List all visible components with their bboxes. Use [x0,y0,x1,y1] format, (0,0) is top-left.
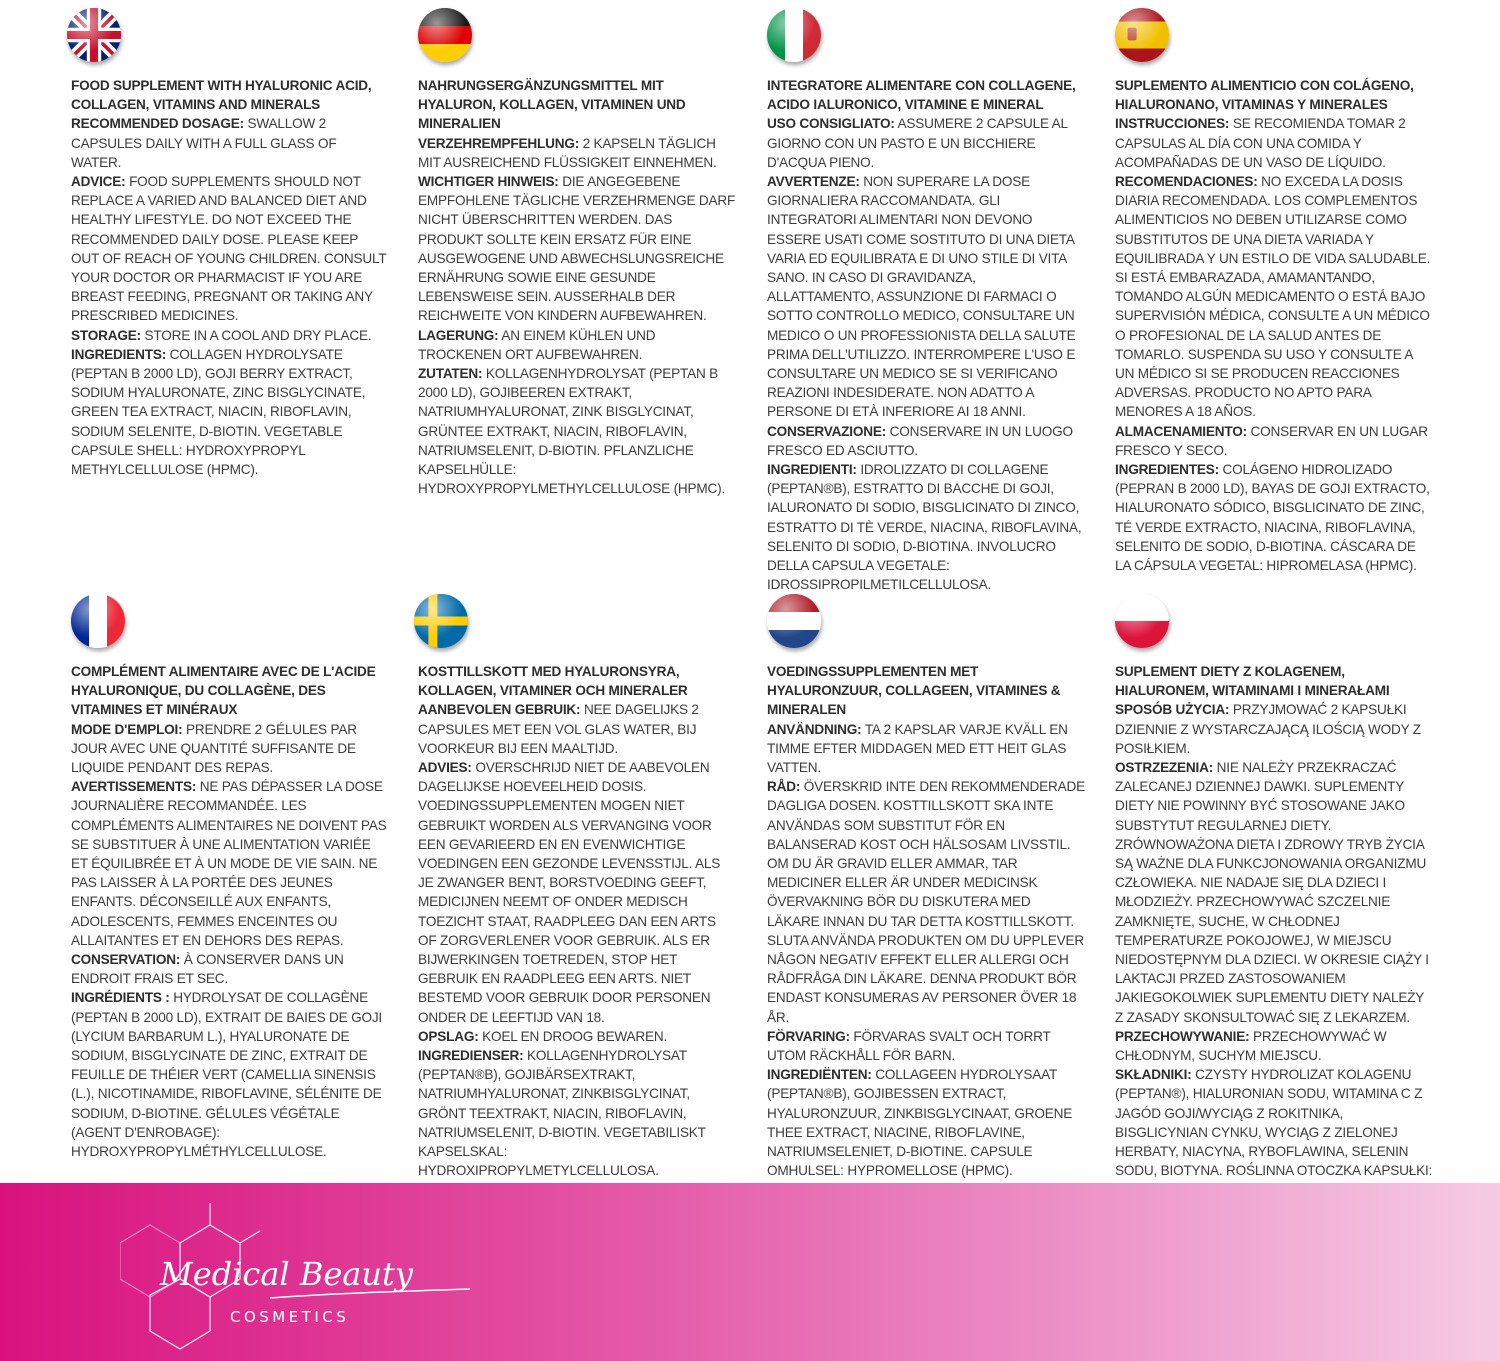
section-text: NEE DAGELIJKS 2 CAPSULES MET EEN VOL GLAS WATER, BIJ VOORKEUR BIJ EEN MAALTIJD. [418,702,699,756]
logo-subtitle: COSMETICS [230,1308,350,1326]
section-text: NO EXCEDA LA DOSIS DIARIA RECOMENDADA. LOS COMPLEMENTOS ALIMENTICIOS NO DEBEN UTILIZARSE COMO SUBSTITUTOS DE UNA DIETA VARIADA Y EQUILIBRADA Y UN ESTILO DE VIDA SALUDABLE. SI ESTÁ EMBARAZADA, AMAMANTANDO, TOMANDO ALGÚN MEDICAMENTO O ESTÁ BAJO SUPERVISIÓN MÉDICA, CONSULTE A UN MÉDICO O PROFESIONAL DE LA SALUD ANTES DE TOMARLO. SUSPENDA SU USO Y CONSULTE A UN MÉDICO SI SE PRODUCEN REACCIONES ADVERSAS. PRODUCTO NO APTO PARA MENORES A 18 AÑOS. [1115,174,1431,420]
section-label: ADVIES: [418,760,472,776]
section-text: NON SUPERARE LA DOSE GIORNALIERA RACCOMANDATA. GLI INTEGRATORI ALIMENTARI NON DEVONO ESSERE USATI COME SOSTITUTO DI UNA DIETA VARIA ED EQUILIBRATA E DI UNO STILE DI VITA SANO. IN CASO DI GRAVIDANZA, ALLATTAMENTO, ASSUNZIONE DI FARMACI O SOTTO CONTROLLO MEDICO, CONSULTARE UN MEDICO O UN PROFESSIONISTA DELLA SALUTE PRIMA DELL'UTILIZZO. INTERROMPERE L'USO E CONSULTARE UN MEDICO SE SI VERIFICANO REAZIONI INDESIDERATE. NON ADATTO A PERSONE DI ETÀ INFERIORE AI 18 ANNI. [767,174,1076,420]
panel-title: NAHRUNGSERGÄNZUNGSMITTEL MIT HYALURON, KOLLAGEN, VITAMINEN UND MINERALIEN [418,78,686,132]
section-label: OPSLAG: [418,1028,479,1044]
section-text: OVERSCHRIJD NIET DE AABEVOLEN DAGELIJKSE HOEVEELHEID DOSIS. VOEDINGSSUPPLEMENTEN MOGEN NIET GEBRUIKT WORDEN ALS VERVANGING VOOR EEN GEVARIEERD EN EN EVENWICHTIGE VOEDINGEN EEN GEZONDE LEVENSSTIJL. ALS JE ZWANGER BENT, BORSTVOEDING GEEFT, MEDICIJNEN NEEMT OF ONDER MEDISCH TOEZICHT STAAT, RAADPLEEG DAN EEN ARTS OF ZORGVERLENER VOOR GEBRUIK. ALS ER BIJWERKINGEN TOETREDEN, STOP HET GEBRUIK EN RAADPLEEG EEN ARTS. NIET BESTEMD VOOR GEBRUIK DOOR PERSONEN ONDER DE LEEFTIJD VAN 18. [418,760,721,1025]
section-text: COLLAGEN HYDROLYSATE (PEPTAN B 2000 LD), GOJI BERRY EXTRACT, SODIUM HYALURONATE, ZINC BISGLYCINATE, GREEN TEA EXTRACT, NIACIN, RIBOFLAVIN, SODIUM SELENITE, D-BIOTIN. VEGETABLE CAPSULE SHELL: HYDROXYPROPYL METHYLCELLULOSE (HPMC). [71,346,366,478]
panel-title: SUPLEMENTO ALIMENTICIO CON COLÁGENO, HIALURONANO, VITAMINAS Y MINERALES [1115,78,1414,113]
section-text: À CONSERVER DANS UN ENDROIT FRAIS ET SEC. [71,952,344,987]
section-text: STORE IN A COOL AND DRY PLACE. [144,327,372,343]
section-label: PRZECHOWYWANIE: [1115,1028,1250,1044]
france-flag-icon [71,594,125,648]
section-label: AANBEVOLEN GEBRUIK: [418,702,581,718]
section-label: SPOSÓB UŻYCIA: [1115,702,1230,718]
section-text: 2 KAPSELN TÄGLICH MIT AUSREICHEND FLÜSSIGKEIT EINNEHMEN. [418,135,717,170]
section-text: COLÁGENO HIDROLIZADO (PEPRAN B 2000 LD), BAYAS DE GOJI EXTRACTO, HIALURONATO SÓDICO, BISGLICINATO DE ZINC, TÉ VERDE EXTRACTO, NIACINA, RIBOFLAVINA, SELENITO DE SODIO, D-BIOTINA. CÁSCARA DE LA CÁPSULA VEGETAL: HIPROMELASA (HPMC). [1115,462,1430,574]
section-text: FOOD SUPPLEMENTS SHOULD NOT REPLACE A VARIED AND BALANCED DIET AND HEALTHY LIFESTYLE. DO NOT EXCEED THE RECOMMENDED DAILY DOSE. PLEASE KEEP OUT OF REACH OF YOUNG CHILDREN. CONSULT YOUR DOCTOR OR PHARMACIST IF YOU ARE BREAST FEEDING, PREGNANT OR TAKING ANY PRESCRIBED MEDICINES. [71,174,387,324]
section-text: NIE NALEŻY PRZEKRACZAĆ ZALECANEJ DZIENNEJ DAWKI. SUPLEMENTY DIETY NIE POWINNY BYĆ STOSOWANE JAKO SUBSTYTUT REGULARNEJ DIETY. ZRÓWNOWAŻONA DIETA I ZDROWY TRYB ŻYCIA SĄ WAŻNE DLA FUNKCJONOWANIA ORGANIZMU CZŁOWIEKA. NIE NADAJE SIĘ DLA DZIECI I MŁODZIEŻY. PRZECHOWYWAĆ SZCZELNIE ZAMKNIĘTE, SUCHE, W CHŁODNEJ TEMPERATURZE POKOJOWEJ, W MIEJSCU NIEDOSTĘPNYM DLA DZIECI. W OKRESIE CIĄŻY I LAKTACJI PRZED ZASTOSOWANIEM JAKIEGOKOLWIEK SUPLEMENTU DIETY NALEŻY Z ZASADY SKONSULTOWAĆ SIĘ Z LEKARZEM. [1115,760,1429,1025]
section-text: SWALLOW 2 CAPSULES DAILY WITH A FULL GLASS OF WATER. [71,116,337,170]
section-label: LAGERUNG: [418,327,499,343]
panel-title: VOEDINGSSUPPLEMENTEN MET HYALURONZUUR, COLLAGEEN, VITAMINES & MINERALEN [767,664,1061,718]
section-label: ALMACENAMIENTO: [1115,423,1247,439]
section-text: CZYSTY HYDROLIZAT KOLAGENU (PEPTAN®), HIALURONIAN SODU, WITAMINA C Z JAGÓD GOJI/WYCIĄG Z ROKITNIKA, BISGLICYNIAN CYNKU, WYCIĄG Z ZIELONEJ HERBATY, NIACYNA, RYBOFLAWINA, SELENIN SODU, BIOTYNA. ROŚLINNA OTOCZKA KAPSUŁKI: [1115,1067,1433,1179]
section-text: KOEL EN DROOG BEWAREN. [482,1028,668,1044]
section-label: FÖRVARING: [767,1028,850,1044]
panel-text [767,662,1085,1180]
panel-title: INTEGRATORE ALIMENTARE CON COLLAGENE, ACIDO IALURONICO, VITAMINE E MINERAL [767,78,1076,113]
section-text: PRENDRE 2 GÉLULES PAR JOUR AVEC UNE QUANTITÉ SUFFISANTE DE LIQUIDE PENDANT DES REPAS. [71,721,357,776]
section-label: INSTRUCCIONES: [1115,116,1230,132]
spain-flag-icon [1115,8,1169,62]
panel-title: KOSTTILLSKOTT MED HYALURONSYRA, KOLLAGEN, VITAMINER OCH MINERALER [418,664,688,699]
panel-title: COMPLÉMENT ALIMENTAIRE AVEC DE L'ACIDE HYALURONIQUE, DU COLLAGÈNE, DES VITAMINES ET MINÉRAUX [71,664,376,718]
section-label: INGREDIENSER: [418,1048,524,1064]
section-text: ÖVERSKRID INTE DEN REKOMMENDERADE DAGLIGA DOSEN. KOSTTILLSKOTT SKA INTE ANVÄNDAS SOM SUBSTITUT FÖR EN BALANSERAD KOST OCH HÄLSOSAM LIVSSTIL. OM DU ÄR GRAVID ELLER AMMAR, TAR MEDICINER ELLER ÄR UNDER MEDICINSK ÖVERVAKNING BÖR DU DISKUTERA MED LÄKARE INNAN DU TAR DETTA KOSTTILLSKOTT. SLUTA ANVÄNDA PRODUKTEN OM DU UPPLEVER NÅGON NEGATIV EFFEKT ELLER ALLERGI OCH RÅDFRÅGA DIN LÄKARE. DENNA PRODUKT BÖR ENDAST KONSUMERAS AV PERSONER ÖVER 18 ÅR. [767,779,1085,1025]
panel-title: SUPLEMENT DIETY Z KOLAGENEM, HIALURONEM, WITAMINAMI I MINERAŁAMI [1115,664,1390,699]
section-label: AVVERTENZE: [767,174,860,190]
panel-text [767,76,1085,594]
section-label: SKŁADNIKI: [1115,1067,1192,1083]
section-text: KOLLAGENHYDROLYSAT (PEPTAN®B), GOJIBÄRSEXTRAKT, NATRIUMHYALURONAT, ZINKBISGLYCINAT, GRÖNT TEEXTRAKT, NIACIN, RIBOFLAVIN, NATRIUMSELENIT, D-BIOTIN. VEGETABILISKT KAPSELSKAL: HYDROXIPROPYLMETYLCELLULOSA. [418,1048,706,1179]
section-text: IDROLIZZATO DI COLLAGENE (PEPTAN®B), ESTRATTO DI BACCHE DI GOJI, IALURONATO DI SODIO, BISGLICINATO DI ZINCO, ESTRATTO DI TÈ VERDE, NIACINA, RIBOFLAVINA, SELENITO DI SODIO, D-BIOTINA. INVOLUCRO DELLA CAPSULA VEGETALE: IDROSSIPROPILMETILCELLULOSA. [767,462,1082,593]
sweden-flag-icon [414,594,468,648]
section-label: INGREDIENTES: [1115,462,1219,478]
section-label: STORAGE: [71,327,141,343]
germany-flag-icon [418,8,472,62]
panel-text [1115,662,1433,1200]
section-label: USO CONSIGLIATO: [767,116,895,132]
section-label: ANVÄNDNING: [767,721,862,737]
section-text: DIE ANGEGEBENE EMPFOHLENE TÄGLICHE VERZEHRMENGE DARF NICHT ÜBERSCHRITTEN WERDEN. DAS PRODUKT SOLLTE KEIN ERSATZ FÜR EINE AUSGEWOGENE UND ABWECHSLUNGSREICHE ERNÄHRUNG SOWIE EINE GESUNDE LEBENSWEISE SEIN. AUSSERHALB DER REICHWEITE VON KINDERN AUFBEWAHREN. [418,174,736,324]
panel-text [418,76,736,498]
section-label: ZUTATEN: [418,366,483,382]
panel-text [71,662,389,1161]
section-label: CONSERVATION: [71,952,181,968]
section-label: OSTRZEZENIA: [1115,760,1214,776]
section-label: VERZEHREMPFEHLUNG: [418,135,580,151]
section-text: NE PAS DÉPASSER LA DOSE JOURNALIÈRE RECOMMANDÉE. LES COMPLÉMENTS ALIMENTAIRES NE DOIVENT PAS SE SUBSTITUER À UNE ALIMENTATION VARIÉE ET ÉQUILIBRÉE ET À UN MODE DE VIE SAIN. NE PAS LAISSER À LA PORTÉE DES JEUNES ENFANTS. DÉCONSEILLÉ AUX ENFANTS, ADOLESCENTS, FEMMES ENCEINTES OU ALLAITANTES ET EN DEHORS DES REPAS. [71,779,387,948]
section-label: RÅD: [767,779,801,795]
brand-logo [120,1203,480,1353]
section-text: CONSERVARE IN UN LUOGO FRESCO ED ASCIUTTO. [767,423,1073,458]
section-text: SE RECOMIENDA TOMAR 2 CAPSULAS AL DÍA CON UNA COMIDA Y ACOMPAÑADAS DE UN VASO DE LÍQUIDO. [1115,116,1406,170]
italy-flag-icon [767,8,821,62]
section-label: RECOMMENDED DOSAGE: [71,116,244,132]
section-text: AN EINEM KÜHLEN UND TROCKENEN ORT AUFBEWAHREN. [418,327,656,362]
section-text: HYDROLYSAT DE COLLAGÈNE (PEPTAN B 2000 LD), EXTRAIT DE BAIES DE GOJI (LYCIUM BARBARUM L.), HYALURONATE DE SODIUM, BISGLYCINATE DE ZINC, EXTRAIT DE FEUILLE DE THÉIER VERT (CAMELLIA SINENSIS (L.), NICOTINAMIDE, RIBOFLAVINE, SÉLÉNITE DE SODIUM, D-BIOTINE. GÉLULES VÉGÉTALE (AGENT D'ENROBAGE): HYDROXYPROPYLMÉTHYLCELLULOSE. [71,990,382,1160]
section-label: INGRÉDIENTS : [71,990,170,1006]
section-text: KOLLAGENHYDROLYSAT (PEPTAN B 2000 LD), GOJIBEEREN EXTRAKT, NATRIUMHYALURONAT, ZINK BISGLYCINAT, GRÜNTEE EXTRAKT, NIACIN, RIBOFLAVIN, NATRIUMSELENIT, D-BIOTIN. PFLANZLICHE KAPSELHÜLLE: HYDROXYPROPYLMETHYLCELLULOSE (HPMC). [418,366,726,497]
section-label: INGREDIENTS: [71,346,167,362]
section-text: FÖRVARAS SVALT OCH TORRT UTOM RÄCKHÅLL FÖR BARN. [767,1028,1051,1064]
section-label: CONSERVAZIONE: [767,423,887,439]
poland-flag-icon [1115,594,1169,648]
section-label: WICHTIGER HINWEIS: [418,174,559,190]
panel-text [1115,76,1433,575]
brand-footer-banner [0,1183,1500,1361]
section-label: MODE D'EMPLOI: [71,721,183,737]
section-text: COLLAGEEN HYDROLYSAAT (PEPTAN®B), GOJIBESSEN EXTRACT, HYALURONZUUR, ZINKBISGLYCINAAT, GROENE THEE EXTRACT, NIACINE, RIBOFLAVINE, NATRIUMSELENIET, D-BIOTINE. CAPSULE OMHULSEL: HYPROMELLOSE (HPMC). [767,1067,1073,1179]
section-label: INGREDIENTI: [767,462,857,478]
section-text: ASSUMERE 2 CAPSULE AL GIORNO CON UN PASTO E UN BICCHIERE D'ACQUA PIENO. [767,116,1068,170]
section-label: INGREDIËNTEN: [767,1067,872,1083]
section-label: AVERTISSEMENTS: [71,779,197,795]
panel-title: FOOD SUPPLEMENT WITH HYALURONIC ACID, COLLAGEN, VITAMINS AND MINERALS [71,78,372,113]
section-label: ADVICE: [71,174,126,190]
logo-script-text: Medical Beauty [160,1255,413,1293]
section-text: PRZECHOWYWAĆ W CHŁODNYM, SUCHYM MIEJSCU. [1115,1028,1387,1064]
section-text: PRZYJMOWAĆ 2 KAPSUŁKI DZIENNIE Z WYSTARCZAJĄCĄ ILOŚCIĄ WODY Z POSIŁKIEM. [1115,702,1421,756]
netherlands-flag-icon [767,594,821,648]
section-text: TA 2 KAPSLAR VARJE KVÄLL EN TIMME EFTER MIDDAGEN MED ETT HEIT GLAS VATTEN. [767,721,1068,776]
panel-text [418,662,736,1180]
section-text: CONSERVAR EN UN LUGAR FRESCO Y SECO. [1115,423,1428,458]
uk-flag-icon [67,8,121,62]
panel-text [71,76,389,479]
section-label: RECOMENDACIONES: [1115,174,1258,190]
